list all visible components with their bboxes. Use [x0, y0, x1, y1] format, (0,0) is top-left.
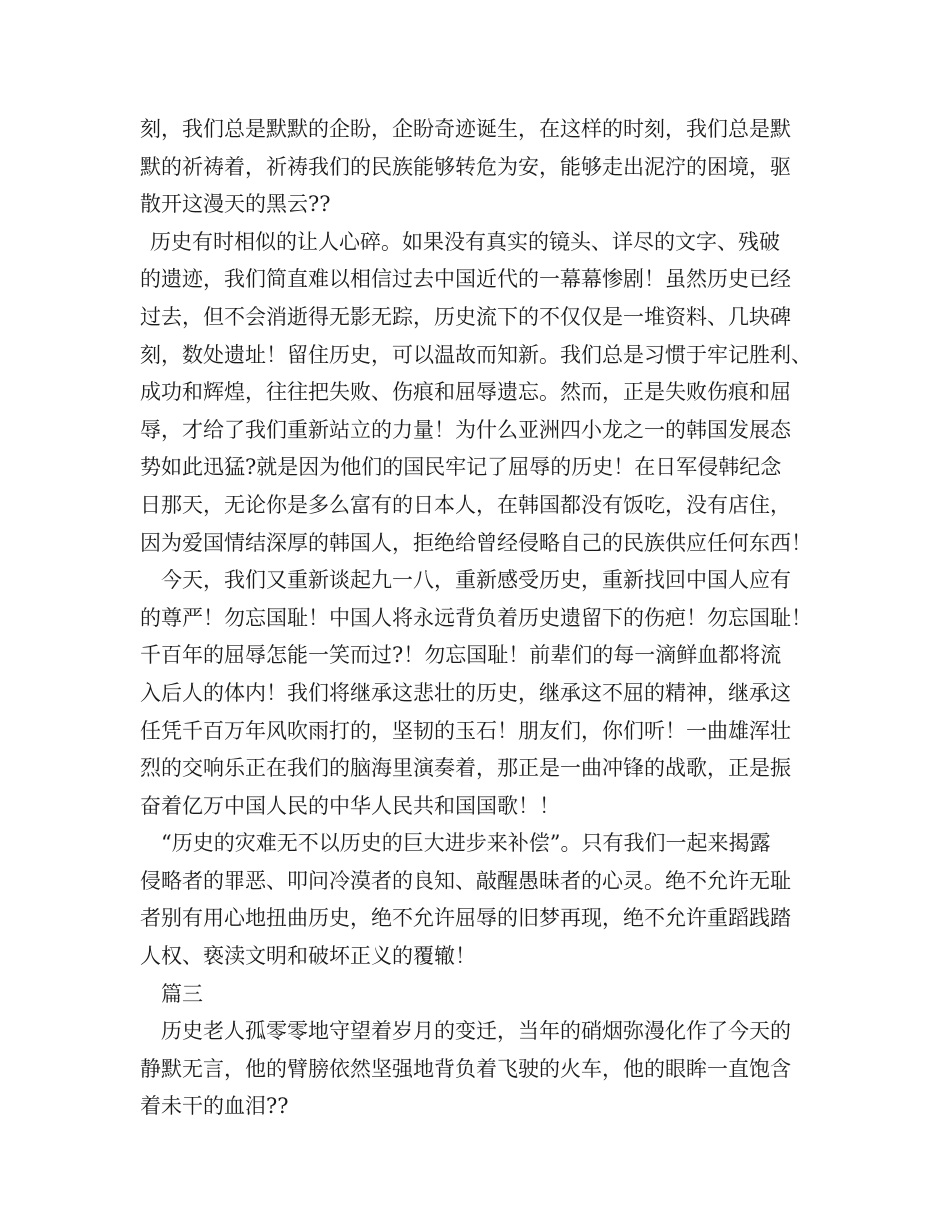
paragraph-start-line: 历史老人孤零零地守望着岁月的变迁，当年的硝烟弥漫化作了今天的	[161, 1019, 791, 1044]
text-line: 静默无言，他的臂膀依然坚强地背负着飞驶的火车，他的眼眸一直饱含	[140, 1056, 791, 1081]
text-line: 辱，才给了我们重新站立的力量！为什么亚洲四小龙之一的韩国发展态	[140, 417, 791, 442]
paragraph-start-line: 历史有时相似的让人心碎。如果没有真实的镜头、详尽的文字、残破	[150, 229, 780, 254]
paragraph-start-line: 今天，我们又重新谈起九一八，重新感受历史，重新找回中国人应有	[161, 568, 791, 593]
text-line: 因为爱国情结深厚的韩国人，拒绝给曾经侵略自己的民族供应任何东西！	[140, 530, 812, 555]
paragraph-start-line: “历史的灾难无不以历史的巨大进步来补偿”。只有我们一起来揭露	[161, 831, 771, 856]
text-line: 的尊严！勿忘国耻！中国人将永远背负着历史遗留下的伤疤！勿忘国耻！	[140, 605, 812, 630]
text-line: 过去，但不会消逝得无影无踪，历史流下的不仅仅是一堆资料、几块碑	[140, 304, 791, 329]
text-line: 刻，数处遗址！留住历史，可以温故而知新。我们总是习惯于牢记胜利、	[140, 342, 812, 367]
text-line: 着未干的血泪??	[140, 1094, 289, 1119]
text-line: 势如此迅猛?就是因为他们的国民牢记了屈辱的历史！在日军侵韩纪念	[140, 455, 782, 480]
text-line: 侵略者的罪恶、叩问冷漠者的良知、敲醒愚昧者的心灵。绝不允许无耻	[140, 868, 791, 893]
text-line: 千百年的屈辱怎能一笑而过?！勿忘国耻！前辈们的每一滴鲜血都将流	[140, 643, 782, 668]
text-line: 刻，我们总是默默的企盼，企盼奇迹诞生，在这样的时刻，我们总是默	[140, 117, 791, 141]
document-body	[140, 111, 820, 1126]
text-line: 成功和辉煌，往往把失败、伤痕和屈辱遗忘。然而，正是失败伤痕和屈	[140, 380, 791, 405]
text-line: 散开这漫天的黑云??	[140, 192, 331, 217]
text-line: 人权、亵渎文明和破坏正义的覆辙！	[140, 944, 476, 969]
text-line: 日那天，无论你是多么富有的日本人，在韩国都没有饭吃，没有店住，	[140, 492, 791, 517]
text-line: 烈的交响乐正在我们的脑海里演奏着，那正是一曲冲锋的战歌，正是振	[140, 756, 791, 781]
text-line: 入后人的体内！我们将继承这悲壮的历史，继承这不屈的精神，继承这	[140, 680, 791, 705]
text-line: 者别有用心地扭曲历史，绝不允许屈辱的旧梦再现，绝不允许重蹈践踏	[140, 906, 791, 931]
text-line: 任凭千百万年风吹雨打的，坚韧的玉石！朋友们，你们听！一曲雄浑壮	[140, 718, 791, 743]
text-line: 默的祈祷着，祈祷我们的民族能够转危为安，能够走出泥泞的困境，驱	[140, 154, 791, 179]
text-line: 的遗迹，我们简直难以相信过去中国近代的一幕幕惨剧！虽然历史已经	[140, 267, 791, 292]
text-line: 奋着亿万中国人民的中华人民共和国国歌！！	[140, 793, 560, 818]
section-heading: 篇三	[161, 981, 203, 1006]
